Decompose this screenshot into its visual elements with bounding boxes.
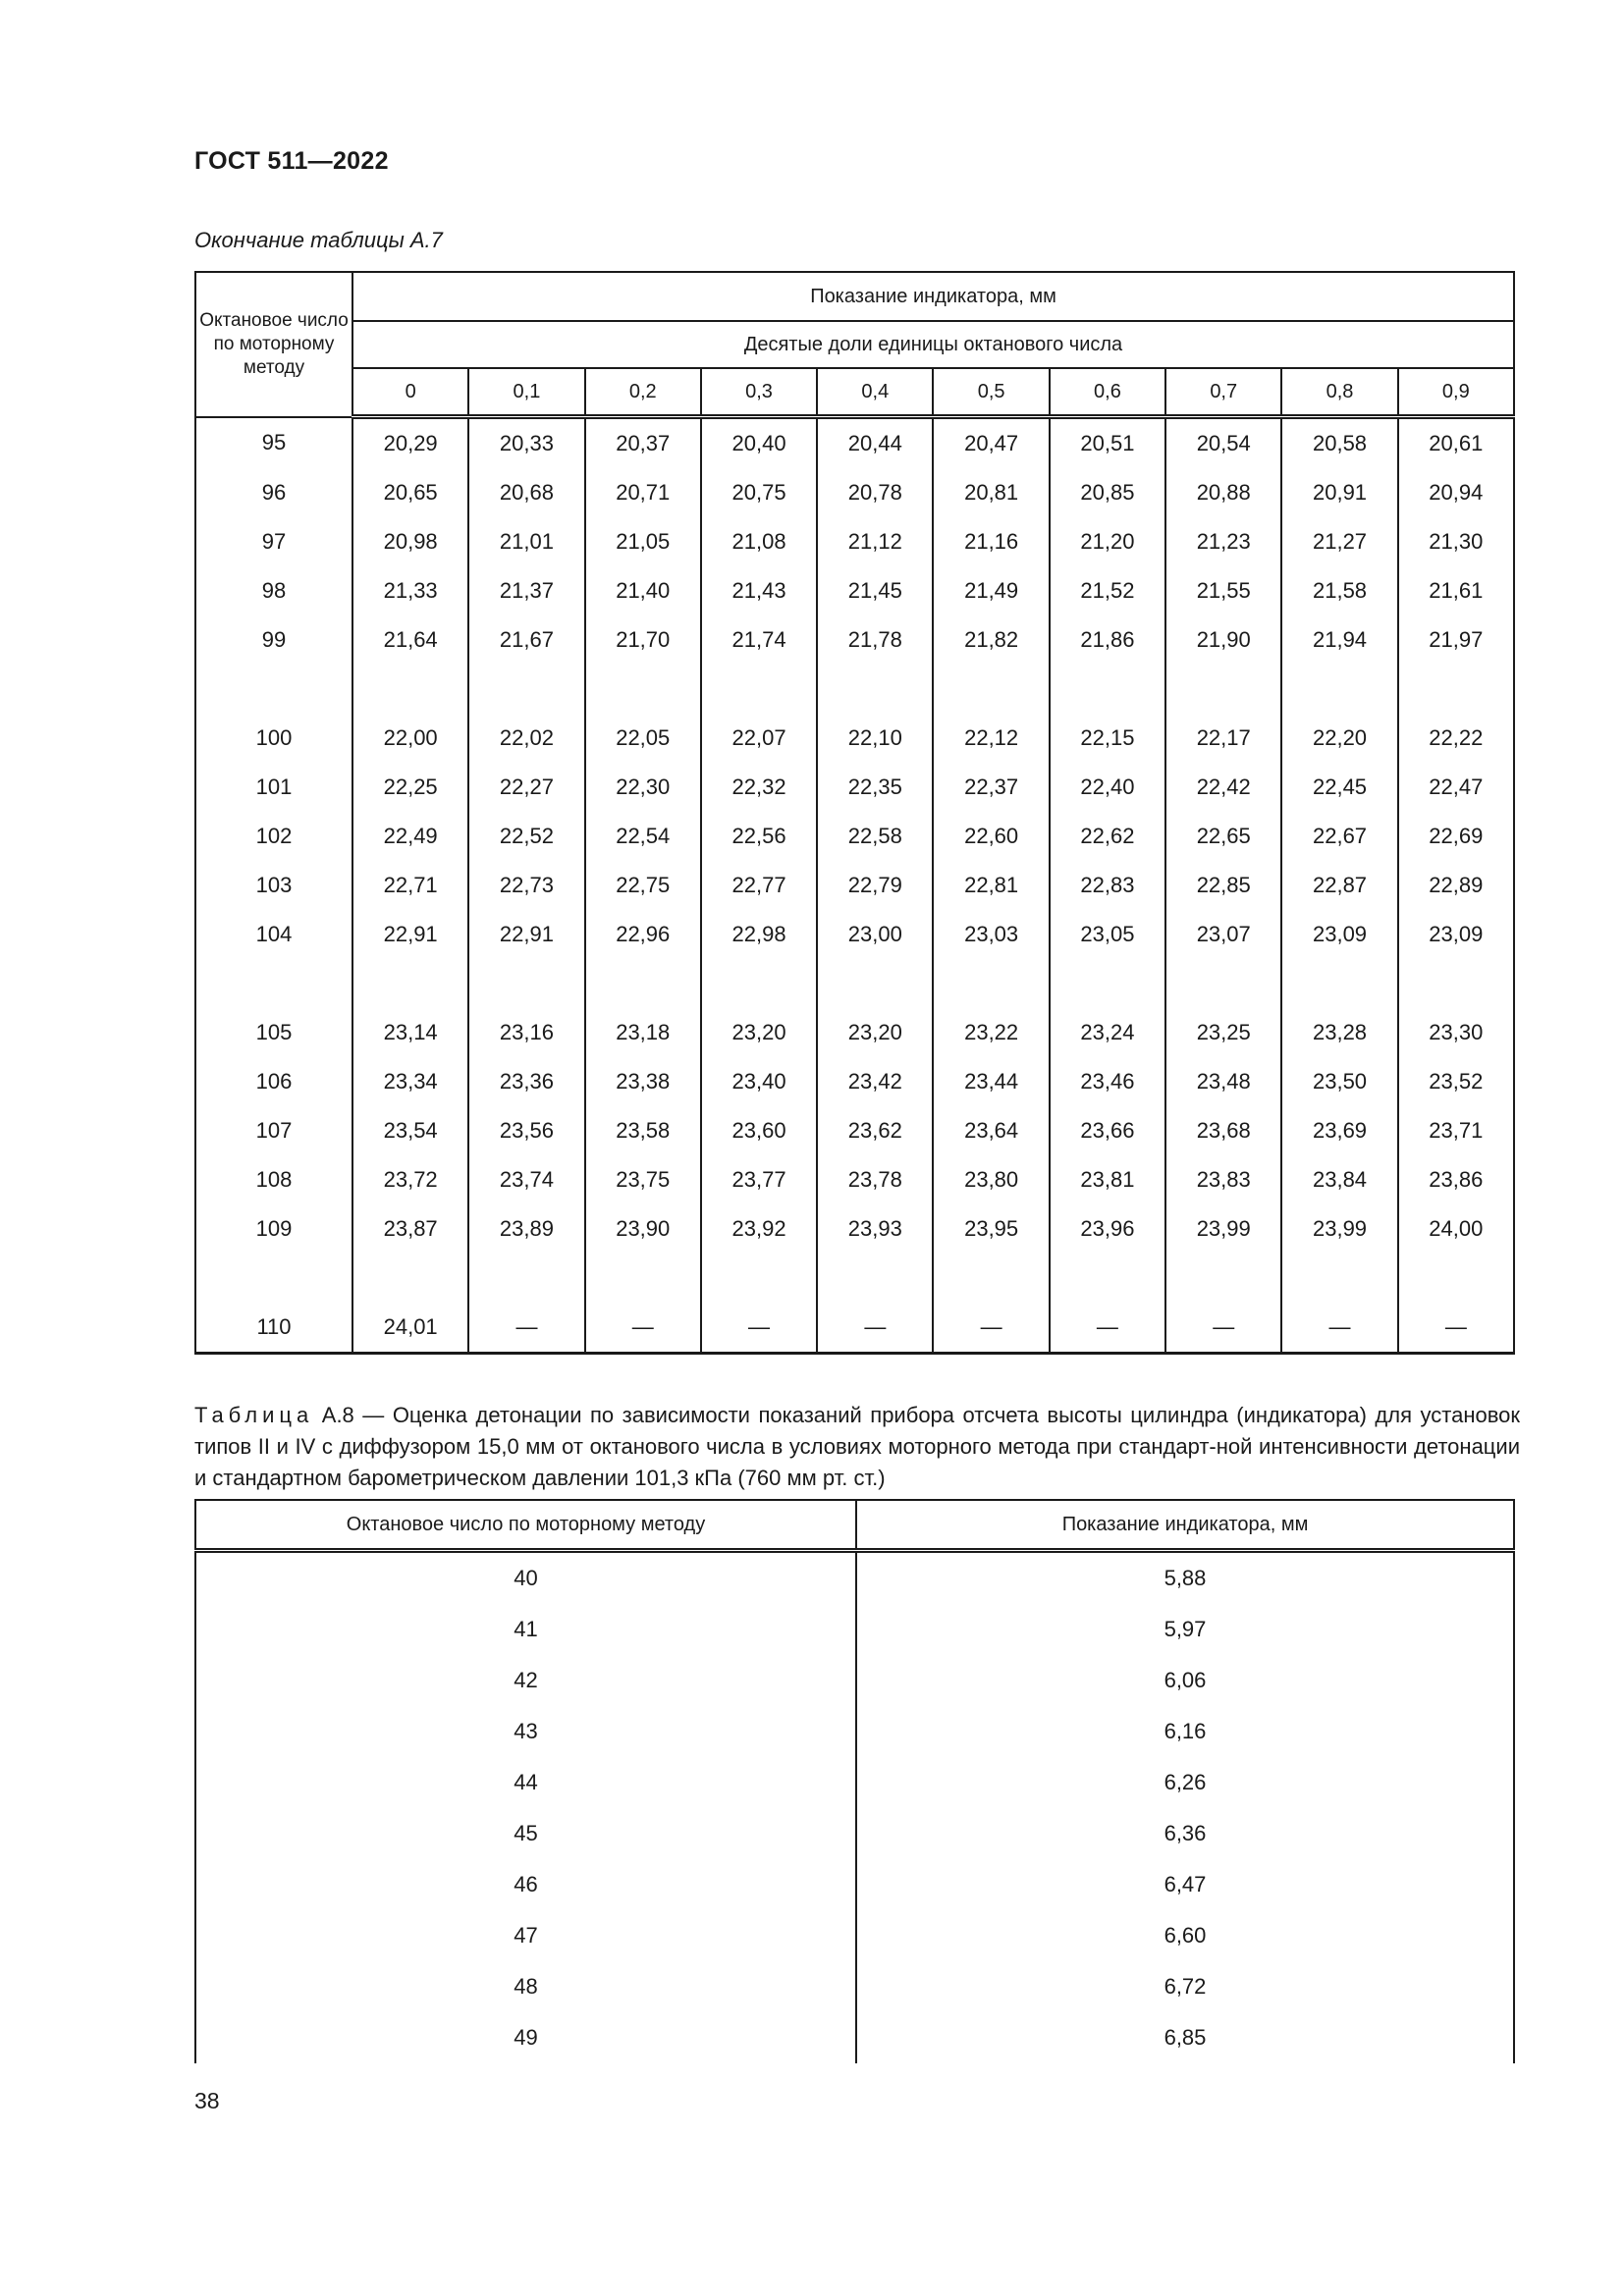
table-row [195,1008,1514,1057]
indicator-value-cell: 21,58 [1281,566,1397,615]
indicator-value-cell: 21,30 [1398,517,1514,566]
indicator-value-cell: 23,28 [1281,1008,1397,1057]
indicator-value-cell: — [468,1303,584,1354]
indicator-value-cell: 21,23 [1165,517,1281,566]
octane-number-cell: 48 [195,1961,856,2012]
indicator-value-cell: 22,98 [701,910,817,959]
column-header: 0,1 [468,368,584,417]
indicator-value-cell: 23,22 [933,1008,1049,1057]
indicator-value-cell: 23,66 [1050,1106,1165,1155]
column-header: 0,4 [817,368,933,417]
table-a8-caption [194,1400,1520,1494]
spacer-cell [352,1254,468,1303]
octane-number-header: Октановое число по моторному методу [195,272,352,417]
indicator-value-cell: 24,00 [1398,1204,1514,1254]
octane-number-cell: 102 [195,812,352,861]
spacer-cell [585,665,701,714]
indicator-value-cell: 6,36 [856,1808,1514,1859]
indicator-value-cell: — [585,1303,701,1354]
indicator-value-cell: 23,07 [1165,910,1281,959]
indicator-value-cell: 21,52 [1050,566,1165,615]
indicator-value-cell: 23,00 [817,910,933,959]
table-row [195,763,1514,812]
indicator-value-cell: 23,09 [1398,910,1514,959]
indicator-value-cell: 22,73 [468,861,584,910]
indicator-value-cell: 23,54 [352,1106,468,1155]
indicator-value-cell: 22,79 [817,861,933,910]
indicator-value-cell: 22,85 [1165,861,1281,910]
table-row [195,1303,1514,1354]
indicator-value-cell: 23,56 [468,1106,584,1155]
indicator-value-cell: 22,10 [817,714,933,763]
table-a7-body [195,417,1514,1354]
indicator-value-cell: 23,75 [585,1155,701,1204]
spacer-cell [701,959,817,1008]
spacer-cell [1398,959,1514,1008]
indicator-value-cell: 23,87 [352,1204,468,1254]
column-header: 0 [352,368,468,417]
indicator-value-cell: 22,05 [585,714,701,763]
indicator-value-cell: 21,78 [817,615,933,665]
table-row [195,1204,1514,1254]
indicator-value-cell: 22,42 [1165,763,1281,812]
table-row [195,2012,1514,2063]
spacer-cell [585,959,701,1008]
octane-number-cell: 100 [195,714,352,763]
indicator-value-cell: 5,97 [856,1604,1514,1655]
table-row [195,812,1514,861]
indicator-value-cell: 20,78 [817,468,933,517]
octane-number-cell: 46 [195,1859,856,1910]
indicator-value-cell: 22,69 [1398,812,1514,861]
spacer-cell [195,1254,352,1303]
spacer-cell [195,665,352,714]
table-row [195,1604,1514,1655]
indicator-value-cell: 23,03 [933,910,1049,959]
indicator-value-cell: 22,91 [352,910,468,959]
table-row [195,1859,1514,1910]
indicator-value-cell: 22,67 [1281,812,1397,861]
indicator-value-cell: 23,38 [585,1057,701,1106]
table-row [195,1106,1514,1155]
table-row [195,517,1514,566]
indicator-value-cell: 22,75 [585,861,701,910]
spacer-cell [1165,1254,1281,1303]
indicator-value-cell: 22,81 [933,861,1049,910]
indicator-value-cell: — [817,1303,933,1354]
spacer-cell [195,959,352,1008]
indicator-value-cell: 23,62 [817,1106,933,1155]
spacer-cell [1165,665,1281,714]
indicator-value-cell: 20,81 [933,468,1049,517]
table-continuation-label: Окончание таблицы А.7 [194,228,443,252]
indicator-value-cell: 22,91 [468,910,584,959]
indicator-value-cell: 22,54 [585,812,701,861]
indicator-value-cell: 23,92 [701,1204,817,1254]
indicator-value-cell: 22,49 [352,812,468,861]
indicator-value-cell: 23,24 [1050,1008,1165,1057]
octane-number-cell: 97 [195,517,352,566]
indicator-value-cell: 6,85 [856,2012,1514,2063]
indicator-value-cell: — [1165,1303,1281,1354]
indicator-value-cell: 23,81 [1050,1155,1165,1204]
table-row [195,714,1514,763]
indicator-value-cell: 23,20 [701,1008,817,1057]
table-row [195,1910,1514,1961]
indicator-value-cell: 22,17 [1165,714,1281,763]
spacer-cell [468,665,584,714]
spacer-cell [1281,1254,1397,1303]
spacer-cell [585,1254,701,1303]
octane-number-cell: 101 [195,763,352,812]
indicator-value-cell: 20,58 [1281,417,1397,469]
table-a8 [194,1499,1515,2063]
spacer-cell [817,1254,933,1303]
indicator-value-cell: 22,00 [352,714,468,763]
indicator-value-cell: 22,60 [933,812,1049,861]
indicator-value-cell: 21,43 [701,566,817,615]
indicator-value-cell: 23,36 [468,1057,584,1106]
indicator-value-cell: 22,71 [352,861,468,910]
indicator-value-cell: 22,20 [1281,714,1397,763]
indicator-value-cell: 22,40 [1050,763,1165,812]
spacer-cell [1050,959,1165,1008]
indicator-value-cell: 22,77 [701,861,817,910]
octane-number-cell: 107 [195,1106,352,1155]
indicator-value-cell: 23,68 [1165,1106,1281,1155]
indicator-value-cell: 22,15 [1050,714,1165,763]
indicator-value-cell: 21,37 [468,566,584,615]
indicator-value-cell: 23,96 [1050,1204,1165,1254]
indicator-value-cell: 24,01 [352,1303,468,1354]
indicator-value-cell: 21,45 [817,566,933,615]
indicator-value-cell: 21,55 [1165,566,1281,615]
indicator-value-cell: 22,87 [1281,861,1397,910]
indicator-value-cell: 6,26 [856,1757,1514,1808]
indicator-value-cell: 20,61 [1398,417,1514,469]
indicator-value-cell: 22,07 [701,714,817,763]
indicator-value-cell: 21,64 [352,615,468,665]
spacer-cell [1050,1254,1165,1303]
octane-number-cell: 99 [195,615,352,665]
indicator-value-cell: — [701,1303,817,1354]
indicator-value-cell: 20,94 [1398,468,1514,517]
indicator-value-cell: 21,33 [352,566,468,615]
column-header: 0,7 [1165,368,1281,417]
indicator-value-cell: 21,94 [1281,615,1397,665]
indicator-value-cell: 22,22 [1398,714,1514,763]
indicator-value-cell: 20,68 [468,468,584,517]
indicator-value-cell: 23,95 [933,1204,1049,1254]
spacer-cell [1281,959,1397,1008]
spacer-cell [1398,665,1514,714]
indicator-value-cell: 23,30 [1398,1008,1514,1057]
page-number: 38 [194,2088,220,2113]
table-a8-caption-text: А.8 — Оценка детонации по зависимости показаний прибора отсчета высоты цилиндра (индикатора) для установок типов II и IV с диффузором 15,0 мм от октанового числа в условиях моторного метода при стандарт-ной интенсивности детонации и стандартном барометрическом давлении 101,3 кПа (760 мм рт. ст.) [194,1403,1520,1490]
indicator-value-cell: 21,40 [585,566,701,615]
indicator-value-cell: 20,40 [701,417,817,469]
octane-number-cell: 41 [195,1604,856,1655]
indicator-reading-header: Показание индикатора, мм [856,1500,1514,1551]
indicator-value-cell: 23,99 [1165,1204,1281,1254]
indicator-value-cell: 23,50 [1281,1057,1397,1106]
document-title: ГОСТ 511—2022 [194,147,389,175]
indicator-value-cell: 22,89 [1398,861,1514,910]
table-row [195,1706,1514,1757]
indicator-value-cell: 23,99 [1281,1204,1397,1254]
indicator-value-cell: 23,86 [1398,1155,1514,1204]
table-row [195,910,1514,959]
octane-number-cell: 40 [195,1551,856,1605]
indicator-value-cell: 23,84 [1281,1155,1397,1204]
indicator-value-cell: 23,89 [468,1204,584,1254]
indicator-value-cell: 23,60 [701,1106,817,1155]
indicator-value-cell: 6,16 [856,1706,1514,1757]
indicator-value-cell: 20,98 [352,517,468,566]
indicator-value-cell: 21,61 [1398,566,1514,615]
octane-number-cell: 49 [195,2012,856,2063]
spacer-cell [468,959,584,1008]
octane-number-cell: 105 [195,1008,352,1057]
indicator-value-cell: 23,05 [1050,910,1165,959]
table-row [195,615,1514,665]
indicator-value-cell: 20,54 [1165,417,1281,469]
indicator-value-cell: 23,83 [1165,1155,1281,1204]
indicator-value-cell: 20,88 [1165,468,1281,517]
column-header: 0,6 [1050,368,1165,417]
indicator-value-cell: 23,74 [468,1155,584,1204]
spacer-cell [817,959,933,1008]
indicator-value-cell: 23,09 [1281,910,1397,959]
spacer-row [195,665,1514,714]
indicator-value-cell: 22,65 [1165,812,1281,861]
table-row [195,468,1514,517]
indicator-value-cell: 21,49 [933,566,1049,615]
octane-number-cell: 96 [195,468,352,517]
indicator-value-cell: 6,60 [856,1910,1514,1961]
indicator-value-cell: 23,14 [352,1008,468,1057]
indicator-value-cell: 6,47 [856,1859,1514,1910]
indicator-value-cell: 20,33 [468,417,584,469]
octane-number-cell: 42 [195,1655,856,1706]
indicator-value-cell: 22,35 [817,763,933,812]
column-header: 0,5 [933,368,1049,417]
octane-number-cell: 110 [195,1303,352,1354]
indicator-value-cell: 20,37 [585,417,701,469]
indicator-value-cell: 21,20 [1050,517,1165,566]
octane-number-cell: 44 [195,1757,856,1808]
indicator-value-cell: 23,90 [585,1204,701,1254]
indicator-value-cell: 21,67 [468,615,584,665]
indicator-value-cell: 5,88 [856,1551,1514,1605]
table-a7 [194,271,1515,1355]
octane-number-cell: 109 [195,1204,352,1254]
indicator-value-cell: 21,27 [1281,517,1397,566]
indicator-value-cell: 21,12 [817,517,933,566]
indicator-value-cell: 20,71 [585,468,701,517]
indicator-value-cell: 22,56 [701,812,817,861]
table-a8-body [195,1551,1514,2064]
octane-number-cell: 106 [195,1057,352,1106]
indicator-value-cell: 23,16 [468,1008,584,1057]
indicator-value-cell: 22,37 [933,763,1049,812]
indicator-value-cell: 23,34 [352,1057,468,1106]
octane-number-cell: 98 [195,566,352,615]
spacer-cell [933,665,1049,714]
indicator-value-cell: 20,85 [1050,468,1165,517]
spacer-cell [933,1254,1049,1303]
indicator-value-cell: 22,32 [701,763,817,812]
indicator-value-cell: — [933,1303,1049,1354]
indicator-value-cell: 20,44 [817,417,933,469]
octane-number-cell: 47 [195,1910,856,1961]
indicator-value-cell: 23,20 [817,1008,933,1057]
table-row [195,1757,1514,1808]
table-row [195,1057,1514,1106]
indicator-value-cell: 23,72 [352,1155,468,1204]
indicator-value-cell: 22,27 [468,763,584,812]
indicator-value-cell: 23,77 [701,1155,817,1204]
indicator-value-cell: 22,45 [1281,763,1397,812]
indicator-reading-header: Показание индикатора, мм [352,272,1514,321]
table-row [195,1155,1514,1204]
spacer-cell [1281,665,1397,714]
indicator-value-cell: 23,58 [585,1106,701,1155]
indicator-value-cell: 20,91 [1281,468,1397,517]
indicator-value-cell: 22,02 [468,714,584,763]
octane-number-cell: 103 [195,861,352,910]
indicator-value-cell: 21,05 [585,517,701,566]
octane-number-cell: 43 [195,1706,856,1757]
table-row [195,1808,1514,1859]
table-row [195,861,1514,910]
octane-number-cell: 95 [195,417,352,469]
indicator-value-cell: 20,65 [352,468,468,517]
spacer-cell [701,665,817,714]
spacer-cell [352,665,468,714]
octane-number-header: Октановое число по моторному методу [195,1500,856,1551]
indicator-value-cell: — [1398,1303,1514,1354]
indicator-value-cell: 22,52 [468,812,584,861]
indicator-value-cell: 23,80 [933,1155,1049,1204]
indicator-value-cell: 21,16 [933,517,1049,566]
spacer-cell [468,1254,584,1303]
indicator-value-cell: 22,96 [585,910,701,959]
indicator-value-cell: 21,70 [585,615,701,665]
table-row [195,1655,1514,1706]
indicator-value-cell: 23,46 [1050,1057,1165,1106]
indicator-value-cell: 22,12 [933,714,1049,763]
indicator-value-cell: 21,86 [1050,615,1165,665]
column-header: 0,8 [1281,368,1397,417]
spacer-cell [352,959,468,1008]
indicator-value-cell: 22,30 [585,763,701,812]
spacer-cell [933,959,1049,1008]
indicator-value-cell: 23,40 [701,1057,817,1106]
indicator-value-cell: 21,90 [1165,615,1281,665]
table-row [195,566,1514,615]
indicator-value-cell: 20,75 [701,468,817,517]
column-header: 0,3 [701,368,817,417]
indicator-value-cell: 21,74 [701,615,817,665]
spacer-cell [701,1254,817,1303]
table-row [195,1961,1514,2012]
spacer-row [195,959,1514,1008]
indicator-value-cell: 21,01 [468,517,584,566]
octane-number-cell: 104 [195,910,352,959]
indicator-value-cell: 23,48 [1165,1057,1281,1106]
indicator-value-cell: 22,58 [817,812,933,861]
indicator-value-cell: 21,08 [701,517,817,566]
spacer-cell [1165,959,1281,1008]
indicator-value-cell: 23,71 [1398,1106,1514,1155]
indicator-value-cell: 23,93 [817,1204,933,1254]
indicator-value-cell: — [1281,1303,1397,1354]
indicator-value-cell: 23,25 [1165,1008,1281,1057]
spacer-cell [1050,665,1165,714]
spacer-row [195,1254,1514,1303]
indicator-value-cell: 23,42 [817,1057,933,1106]
table-row [195,417,1514,469]
spacer-cell [1398,1254,1514,1303]
indicator-value-cell: 22,47 [1398,763,1514,812]
indicator-value-cell: 23,64 [933,1106,1049,1155]
indicator-value-cell: 22,83 [1050,861,1165,910]
spacer-cell [817,665,933,714]
indicator-value-cell: 6,06 [856,1655,1514,1706]
indicator-value-cell: 20,51 [1050,417,1165,469]
indicator-value-cell: 22,25 [352,763,468,812]
octane-number-cell: 45 [195,1808,856,1859]
indicator-value-cell: 23,52 [1398,1057,1514,1106]
tenths-header: Десятые доли единицы октанового числа [352,321,1514,368]
indicator-value-cell: 23,69 [1281,1106,1397,1155]
column-header: 0,9 [1398,368,1514,417]
indicator-value-cell: 20,29 [352,417,468,469]
indicator-value-cell: 23,18 [585,1008,701,1057]
indicator-value-cell: 21,97 [1398,615,1514,665]
indicator-value-cell: 22,62 [1050,812,1165,861]
table-row [195,1551,1514,1605]
indicator-value-cell: 23,44 [933,1057,1049,1106]
indicator-value-cell: 6,72 [856,1961,1514,2012]
octane-number-cell: 108 [195,1155,352,1204]
indicator-value-cell: 21,82 [933,615,1049,665]
indicator-value-cell: 20,47 [933,417,1049,469]
indicator-value-cell: 23,78 [817,1155,933,1204]
column-header: 0,2 [585,368,701,417]
table-a8-caption-label: Таблица [194,1403,314,1427]
indicator-value-cell: — [1050,1303,1165,1354]
